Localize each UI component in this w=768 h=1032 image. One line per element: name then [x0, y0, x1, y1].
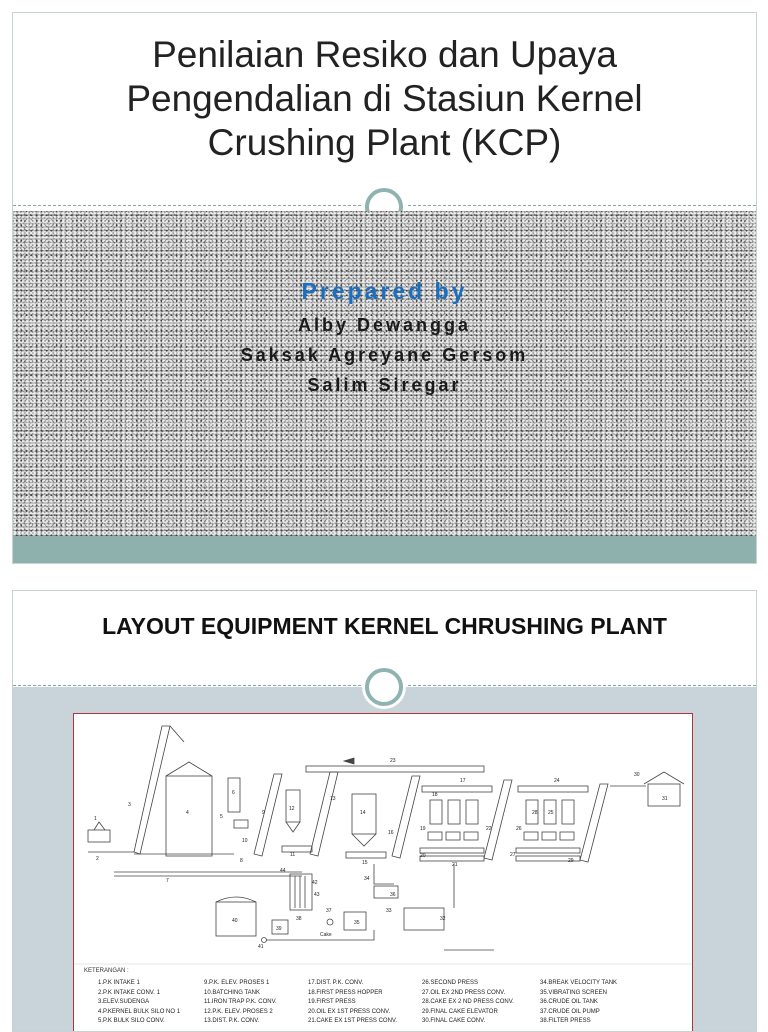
- legend-item: 3.ELEV.SUDENGA: [98, 999, 150, 1006]
- number-label: 23: [390, 758, 396, 764]
- legend-item: 30.FINAL CAKE CONV.: [422, 1018, 486, 1025]
- granite-texture-panel: [13, 211, 756, 536]
- number-label: 40: [232, 918, 238, 924]
- author-name: Saksak Agreyane Gersom: [240, 345, 529, 365]
- legend-item: 27.OIL EX 2ND PRESS CONV.: [422, 989, 506, 996]
- number-label: 39: [276, 926, 282, 932]
- number-label: 35: [354, 920, 360, 926]
- legend-item: 12.P.K. ELEV. PROSES 2: [204, 1008, 273, 1015]
- elevator-chute-line: [170, 726, 184, 742]
- legend-item: 2.P.K INTAKE CONV. 1: [98, 989, 160, 996]
- number-label: 26: [516, 826, 522, 832]
- press-hopper-shape: [430, 800, 442, 824]
- legend-column: [98, 979, 180, 1027]
- number-label: 38: [296, 916, 302, 922]
- legend-item: 36.CRUDE OIL TANK: [540, 999, 598, 1006]
- legend-item: 17.DIST. P.K. CONV.: [308, 980, 364, 986]
- hopper-cone-shape: [352, 834, 376, 846]
- batching-cone-shape: [286, 822, 300, 832]
- legend-column: [308, 979, 397, 1027]
- pump-icon: [327, 919, 333, 925]
- footer-bar: [13, 536, 756, 563]
- elevator-shape: [134, 726, 170, 854]
- title-slide: [12, 12, 757, 564]
- intake-roof-shape: [94, 822, 105, 830]
- elevator-shape: [254, 774, 282, 856]
- pump-icon: [262, 938, 267, 943]
- number-label: 3: [128, 802, 131, 808]
- number-label: 22: [486, 826, 492, 832]
- legend-item: 35.VIBRATING SCREEN: [540, 989, 607, 996]
- cake-store-shape: [648, 784, 680, 806]
- legend-item: 37.CRUDE OIL PUMP: [540, 1008, 600, 1015]
- number-label: 33: [386, 908, 392, 914]
- legend-item: 19.FIRST PRESS: [308, 999, 356, 1006]
- legend-item: 28.CAKE EX 2 ND PRESS CONV.: [422, 999, 514, 1006]
- cake-store-roof-shape: [644, 772, 684, 784]
- legend-item: 5.P.K BULK SILO CONV.: [98, 1018, 165, 1025]
- press-shape: [542, 832, 556, 840]
- legend-item: 13.DIST. P.K. CONV.: [204, 1018, 260, 1025]
- number-label: 41: [258, 944, 264, 950]
- press-hopper-shape: [466, 800, 478, 824]
- legend-item: 38.FILTER PRESS: [540, 1018, 591, 1025]
- number-label: 6: [232, 790, 235, 796]
- legend-item: 10.BATCHING TANK: [204, 989, 261, 996]
- title-line-1: Penilaian Resiko dan Upaya: [152, 34, 617, 75]
- press-shape: [464, 832, 478, 840]
- legend-item: 29.FINAL CAKE ELEVATOR: [422, 1008, 498, 1015]
- number-label: 4: [186, 810, 189, 816]
- number-label: 28: [532, 810, 538, 816]
- legend-item: 18.FIRST PRESS HOPPER: [308, 989, 383, 996]
- filter-press-shape: [290, 874, 312, 910]
- legend-item: 1.P.K INTAKE 1: [98, 980, 140, 986]
- distribution-conveyor-shape: [518, 786, 588, 792]
- oil-conveyor-shape: [516, 848, 580, 853]
- number-label: 13: [330, 796, 336, 802]
- legend-item: 4.P.KERNEL BULK SILO NO 1: [98, 1008, 181, 1015]
- legend-column: [540, 979, 617, 1027]
- silo-roof-shape: [166, 762, 212, 776]
- number-label: 8: [240, 858, 243, 864]
- number-label: 29: [568, 858, 574, 864]
- number-label: 37: [326, 908, 332, 914]
- number-label: 10: [242, 838, 248, 844]
- legend-item: 11.IRON TRAP P.K. CONV.: [204, 999, 277, 1006]
- layout-slide: [12, 590, 757, 1032]
- elevator-shape: [580, 784, 608, 862]
- number-label: 12: [289, 806, 295, 812]
- number-label: 7: [166, 878, 169, 884]
- legend-item: 21.CAKE EX 1ST PRESS CONV.: [308, 1018, 398, 1025]
- press-shape: [446, 832, 460, 840]
- legend-item: 26.SECOND PRESS: [422, 980, 479, 986]
- oil-tank-shape: [404, 908, 444, 930]
- press-shape: [524, 832, 538, 840]
- iron-trap-conveyor-shape: [282, 846, 312, 852]
- oil-pipe-line: [374, 864, 394, 884]
- elevator-shape: [392, 776, 420, 858]
- number-label: 20: [420, 853, 426, 859]
- conveyor-shape: [346, 852, 386, 858]
- tank-shape: [234, 820, 248, 828]
- number-label: 18: [432, 792, 438, 798]
- number-label: 43: [314, 892, 320, 898]
- number-label: 1: [94, 816, 97, 822]
- number-label: 27: [510, 852, 516, 858]
- number-label: 24: [554, 778, 560, 784]
- number-label: 30: [634, 772, 640, 778]
- legend-item: 9.P.K. ELEV. PROSES 1: [204, 980, 270, 986]
- press-shape: [560, 832, 574, 840]
- number-label: 31: [662, 796, 668, 802]
- oil-conveyor-shape: [420, 848, 484, 853]
- tank-roof-shape: [216, 897, 256, 902]
- title-line-3: Crushing Plant (KCP): [207, 122, 562, 163]
- slide-title: LAYOUT EQUIPMENT KERNEL CHRUSHING PLANT: [102, 613, 667, 639]
- number-label: 21: [452, 862, 458, 868]
- legend-item: 34.BREAK VELOCITY TANK: [540, 980, 618, 986]
- number-label: 44: [280, 868, 286, 874]
- slide-title: [13, 33, 756, 165]
- legend-item: 20.OIL EX 1ST PRESS CONV.: [308, 1008, 391, 1015]
- number-label: 2: [96, 856, 99, 862]
- elevator-shape: [310, 772, 338, 856]
- number-label: 5: [220, 814, 223, 820]
- cake-label: Cake: [320, 932, 332, 938]
- cake-conveyor-shape: [420, 856, 484, 861]
- legend-column: [422, 979, 514, 1027]
- number-label: 14: [360, 810, 366, 816]
- number-label: 42: [312, 880, 318, 886]
- number-label: 32: [440, 916, 446, 922]
- circle-ornament-icon: [365, 668, 403, 706]
- title-line-2: Pengendalian di Stasiun Kernel: [126, 78, 643, 119]
- top-conveyor-shape: [306, 766, 484, 772]
- press-hopper-shape: [562, 800, 574, 824]
- number-label: 15: [362, 860, 368, 866]
- number-label: 34: [364, 876, 370, 882]
- press-shape: [428, 832, 442, 840]
- number-label: 19: [420, 826, 426, 832]
- number-label: 16: [388, 830, 394, 836]
- legend-title: KETERANGAN :: [84, 968, 129, 974]
- bulk-silo-shape: [166, 776, 212, 856]
- press-hopper-shape: [448, 800, 460, 824]
- author-name: Alby Dewangga: [297, 315, 472, 335]
- intake-hopper-shape: [88, 830, 110, 842]
- number-label: 36: [390, 892, 396, 898]
- number-label: 11: [290, 852, 296, 858]
- equipment-layout-diagram: [73, 713, 693, 1032]
- number-label: 9: [262, 810, 265, 816]
- prepared-by-label: Prepared by: [301, 278, 468, 304]
- arrow-icon: [344, 758, 354, 764]
- legend-column: [204, 979, 277, 1027]
- author-name: Salim Siregar: [307, 375, 462, 395]
- number-label: 17: [460, 778, 466, 784]
- number-label: 25: [548, 810, 554, 816]
